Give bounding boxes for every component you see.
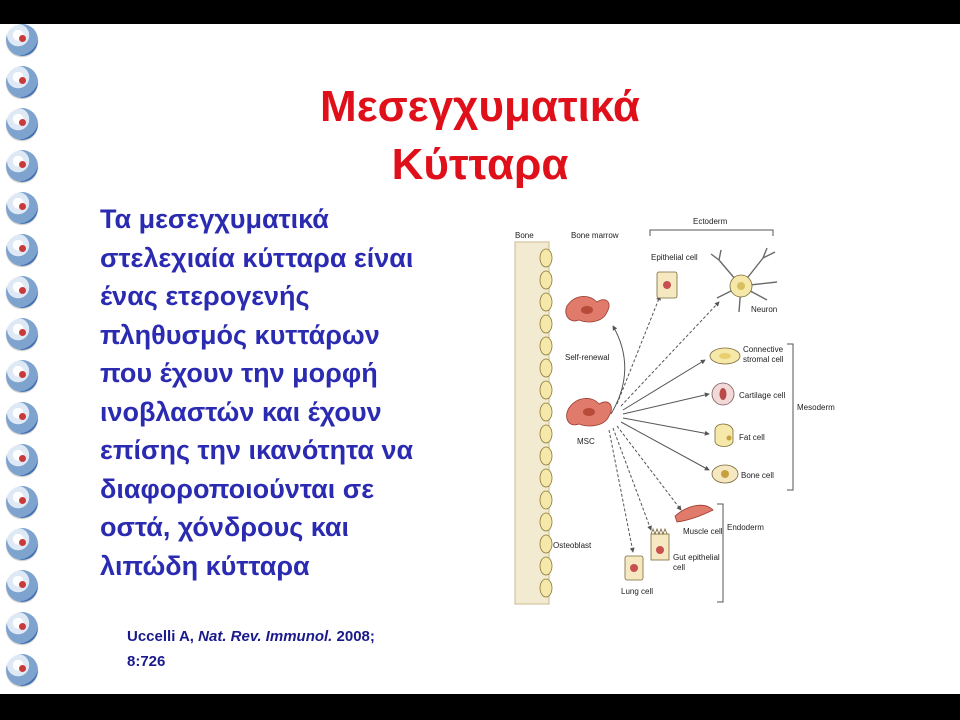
- cartilage-nucleus: [720, 388, 727, 400]
- fat-cell-icon: [715, 424, 733, 447]
- globe-bullet-icon: [6, 402, 38, 434]
- lung-nucleus: [630, 564, 638, 572]
- self-renewal-arrow: [611, 326, 625, 414]
- msc-nucleus: [583, 408, 595, 416]
- globe-bullet-icon: [6, 192, 38, 224]
- globe-bullet-icon: [6, 66, 38, 98]
- body-paragraph: [100, 200, 480, 585]
- label-msc: MSC: [577, 437, 595, 446]
- bone-lining-cell: [540, 249, 552, 267]
- label-mesoderm: Mesoderm: [797, 403, 835, 412]
- body-line: στελεχιαία κύτταρα είναι: [100, 242, 414, 273]
- body-line: οστά, χόνδρους και: [100, 512, 350, 542]
- label-muscle-cell: Muscle cell: [683, 527, 723, 536]
- label-bone: Bone: [515, 231, 534, 240]
- arrow-to-neuron: [621, 302, 719, 406]
- globe-bullet-icon: [6, 486, 38, 518]
- label-bone-cell: Bone cell: [741, 471, 774, 480]
- citation: [127, 624, 427, 674]
- msc-differentiation-diagram: [505, 194, 845, 614]
- mesoderm-bracket: [787, 344, 793, 490]
- body-line: Τα μεσεγχυματικά: [100, 204, 329, 234]
- label-neuron: Neuron: [751, 305, 778, 314]
- bone-lining-cell: [540, 535, 552, 553]
- globe-bullet-icon: [6, 654, 38, 686]
- bone-lining-cell: [540, 381, 552, 399]
- label-cartilage-cell: Cartilage cell: [739, 391, 786, 400]
- bone-lining-cell: [540, 403, 552, 421]
- label-bone-marrow: Bone marrow: [571, 231, 619, 240]
- bone-lining-cell: [540, 557, 552, 575]
- bone-lining-cell: [540, 513, 552, 531]
- bone-lining-cell: [540, 271, 552, 289]
- ectoderm-bracket: [650, 230, 773, 236]
- globe-bullet-icon: [6, 570, 38, 602]
- globe-bullet-icon: [6, 108, 38, 140]
- title-line-2: Κύτταρα: [391, 140, 569, 189]
- muscle-cell-icon: [675, 505, 713, 522]
- label-self-renewal: Self-renewal: [565, 353, 610, 362]
- globe-bullet-icon: [6, 276, 38, 308]
- label-fat-cell: Fat cell: [739, 433, 765, 442]
- bone-lining-cell: [540, 447, 552, 465]
- body-line: λιπώδη κύτταρα: [100, 550, 310, 581]
- bone-lining-cell: [540, 469, 552, 487]
- self-renewal-nucleus: [581, 306, 593, 314]
- body-line: ένας ετερογενής: [100, 281, 310, 311]
- gut-nucleus: [656, 546, 664, 554]
- label-connective: Connective: [743, 345, 784, 354]
- bone-lining-cell: [540, 359, 552, 377]
- globe-bullet-icon: [6, 150, 38, 182]
- bone-lining-cell: [540, 491, 552, 509]
- label-gut-epithelial: Gut epithelial: [673, 553, 720, 562]
- citation-pages: 8:726: [127, 653, 166, 670]
- globe-bullet-icon: [6, 612, 38, 644]
- label-stromal-cell: stromal cell: [743, 355, 784, 364]
- title-line-1: Μεσεγχυματικά: [320, 82, 640, 131]
- connective-nucleus: [719, 353, 731, 359]
- arrow-to-muscle: [617, 426, 681, 510]
- label-ectoderm: Ectoderm: [693, 217, 728, 226]
- globe-bullet-icon: [6, 24, 38, 56]
- bone-lining-cell: [540, 337, 552, 355]
- bone-lining-cell: [540, 293, 552, 311]
- citation-line-1: [127, 624, 427, 649]
- bone-lining-cell: [540, 579, 552, 597]
- label-osteoblast: Osteoblast: [553, 541, 592, 550]
- arrow-to-bone-cell: [621, 422, 709, 470]
- label-lung-cell: Lung cell: [621, 587, 654, 596]
- bone-cell-nucleus: [721, 470, 729, 478]
- diagram-svg: [505, 194, 845, 614]
- slide-title: [250, 78, 710, 194]
- body-line: ινοβλαστών και έχουν: [100, 396, 382, 427]
- arrow-to-cartilage: [623, 394, 709, 414]
- globe-bullet-icon: [6, 234, 38, 266]
- arrow-to-gut: [613, 428, 651, 530]
- label-endoderm: Endoderm: [727, 523, 764, 532]
- globe-bullet-icon: [6, 360, 38, 392]
- slide: [0, 24, 960, 694]
- neuron-nucleus: [737, 282, 745, 290]
- body-line: πληθυσμός κυττάρων: [100, 319, 380, 350]
- decorative-bullet-column: [2, 24, 46, 694]
- bone-lining-cell: [540, 425, 552, 443]
- citation-year: 2008;: [336, 628, 375, 645]
- body-line: επίσης την ικανότητα να: [100, 435, 414, 465]
- arrow-to-connective: [623, 360, 705, 410]
- fat-nucleus: [727, 436, 732, 441]
- gut-microvilli: [651, 529, 667, 534]
- body-line: διαφοροποιούνται σε: [100, 473, 375, 504]
- globe-bullet-icon: [6, 318, 38, 350]
- globe-bullet-icon: [6, 528, 38, 560]
- citation-author: Uccelli A,: [127, 628, 194, 645]
- bone-lining-cell: [540, 315, 552, 333]
- label-gut-cell: cell: [673, 563, 686, 572]
- citation-journal: Nat. Rev. Immunol.: [198, 628, 333, 645]
- epithelial-nucleus: [663, 281, 671, 289]
- label-epithelial-cell: Epithelial cell: [651, 253, 698, 262]
- arrow-to-fat: [623, 418, 709, 434]
- globe-bullet-icon: [6, 444, 38, 476]
- body-line: που έχουν την μορφή: [100, 358, 378, 388]
